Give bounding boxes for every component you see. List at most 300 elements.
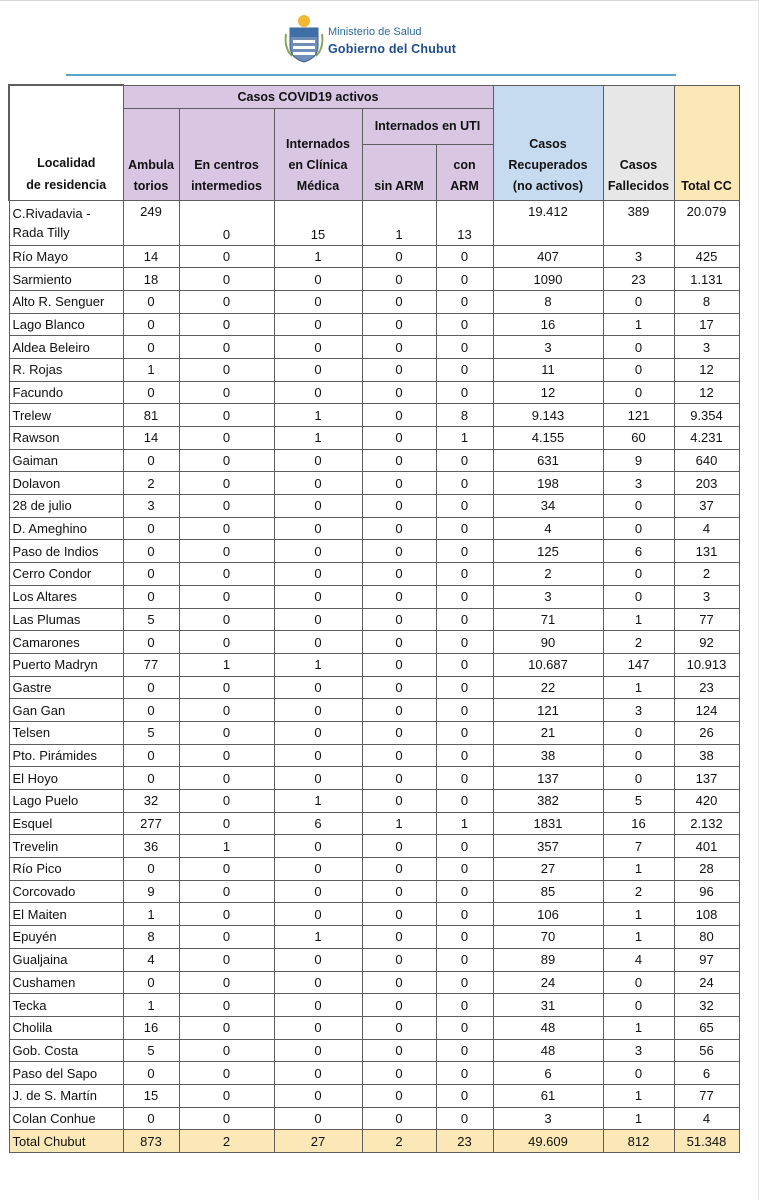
cell-total: 77 xyxy=(674,608,739,631)
cell-localidad: Río Mayo xyxy=(9,245,123,268)
cell-recuperados: 22 xyxy=(493,676,603,699)
cell-localidad: Cerro Condor xyxy=(9,563,123,586)
cell-conarm: 0 xyxy=(436,948,493,971)
cell-fallecidos: 0 xyxy=(603,381,674,404)
cell-centros: 0 xyxy=(179,427,274,450)
cell-fallecidos: 1 xyxy=(603,1107,674,1130)
cell-localidad: Paso del Sapo xyxy=(9,1062,123,1085)
cell-localidad xyxy=(9,200,123,245)
cell-ambulatorios: 277 xyxy=(123,812,179,835)
cell-fallecidos: 7 xyxy=(603,835,674,858)
cell-fallecidos: 1 xyxy=(603,903,674,926)
table-row xyxy=(9,517,739,540)
cell-conarm: 0 xyxy=(436,744,493,767)
cell-conarm: 0 xyxy=(436,721,493,744)
col-fallec-label-2: Fallecidos xyxy=(607,178,670,193)
cell-ambulatorios: 0 xyxy=(123,699,179,722)
cell-ambulatorios: 14 xyxy=(123,245,179,268)
cell-ambulatorios: 36 xyxy=(123,835,179,858)
total-cell-total: 51.348 xyxy=(674,1130,739,1153)
cell-total: 38 xyxy=(674,744,739,767)
cell-clinica: 0 xyxy=(274,721,362,744)
cell-recuperados: 27 xyxy=(493,858,603,881)
cell-centros: 0 xyxy=(179,790,274,813)
cell-conarm: 0 xyxy=(436,631,493,654)
cell-ambulatorios: 9 xyxy=(123,880,179,903)
table-row xyxy=(9,699,739,722)
cell-recuperados: 1831 xyxy=(493,812,603,835)
cell-recuperados: 106 xyxy=(493,903,603,926)
cell-centros: 0 xyxy=(179,721,274,744)
cell-total: 17 xyxy=(674,313,739,336)
table-row xyxy=(9,1062,739,1085)
cell-localidad: Trevelin xyxy=(9,835,123,858)
cell-recuperados: 24 xyxy=(493,971,603,994)
table-row xyxy=(9,721,739,744)
cell-localidad: Gan Gan xyxy=(9,699,123,722)
table-row xyxy=(9,812,739,835)
cell-sinarm: 0 xyxy=(362,880,436,903)
cell-localidad: 28 de julio xyxy=(9,495,123,518)
cell-total: 32 xyxy=(674,994,739,1017)
cell-recuperados: 9.143 xyxy=(493,404,603,427)
table-row xyxy=(9,1039,739,1062)
cell-recuperados: 16 xyxy=(493,313,603,336)
cell-clinica: 0 xyxy=(274,336,362,359)
cell-localidad: Esquel xyxy=(9,812,123,835)
cell-clinica: 0 xyxy=(274,971,362,994)
cell-recuperados: 61 xyxy=(493,1084,603,1107)
cell-localidad: Gaiman xyxy=(9,449,123,472)
page-header xyxy=(0,12,759,72)
total-cell-sinarm: 2 xyxy=(362,1130,436,1153)
cell-clinica: 1 xyxy=(274,427,362,450)
cell-total: 6 xyxy=(674,1062,739,1085)
cell-fallecidos: 1 xyxy=(603,1084,674,1107)
cell-fallecidos: 3 xyxy=(603,699,674,722)
cell-fallecidos: 121 xyxy=(603,404,674,427)
cell-ambulatorios: 81 xyxy=(123,404,179,427)
cell-total: 137 xyxy=(674,767,739,790)
cell-localidad: Cushamen xyxy=(9,971,123,994)
cell-ambulatorios: 4 xyxy=(123,948,179,971)
cell-recuperados: 407 xyxy=(493,245,603,268)
cell-sinarm: 0 xyxy=(362,1084,436,1107)
cell-clinica: 0 xyxy=(274,903,362,926)
cell-centros: 0 xyxy=(179,812,274,835)
cell-conarm: 0 xyxy=(436,495,493,518)
col-clinica-header xyxy=(274,108,362,200)
cell-clinica: 0 xyxy=(274,1084,362,1107)
cell-ambulatorios: 5 xyxy=(123,721,179,744)
cell-localidad: Camarones xyxy=(9,631,123,654)
cell-sinarm: 0 xyxy=(362,585,436,608)
cell-sinarm: 0 xyxy=(362,290,436,313)
cell-clinica: 1 xyxy=(274,245,362,268)
cell-recuperados: 631 xyxy=(493,449,603,472)
cell-sinarm: 0 xyxy=(362,653,436,676)
cell-sinarm: 0 xyxy=(362,336,436,359)
cell-fallecidos: 4 xyxy=(603,948,674,971)
cell-total: 425 xyxy=(674,245,739,268)
cell-total: 420 xyxy=(674,790,739,813)
cell-recuperados: 121 xyxy=(493,699,603,722)
cell-ambulatorios: 0 xyxy=(123,767,179,790)
cell-centros: 0 xyxy=(179,449,274,472)
cell-sinarm: 0 xyxy=(362,358,436,381)
table-body xyxy=(9,200,739,1153)
cell-clinica: 0 xyxy=(274,381,362,404)
cell-ambulatorios: 0 xyxy=(123,1107,179,1130)
cell-recuperados: 31 xyxy=(493,994,603,1017)
cell-total: 3 xyxy=(674,585,739,608)
cell-clinica: 0 xyxy=(274,517,362,540)
cell-conarm: 0 xyxy=(436,381,493,404)
cell-total: 8 xyxy=(674,290,739,313)
total-cell-centros: 2 xyxy=(179,1130,274,1153)
cell-conarm: 0 xyxy=(436,563,493,586)
table-row xyxy=(9,358,739,381)
table-row xyxy=(9,744,739,767)
cell-localidad: Aldea Beleiro xyxy=(9,336,123,359)
cell-recuperados: 357 xyxy=(493,835,603,858)
cell-ambulatorios: 0 xyxy=(123,540,179,563)
col-centros-label-2: intermedios xyxy=(191,178,262,193)
cell-fallecidos: 0 xyxy=(603,721,674,744)
cell-total: 124 xyxy=(674,699,739,722)
cell-sinarm: 0 xyxy=(362,563,436,586)
cell-fallecidos: 1 xyxy=(603,858,674,881)
cell-total: 131 xyxy=(674,540,739,563)
cell-recuperados: 19.412 xyxy=(493,200,603,245)
cell-total: 65 xyxy=(674,1016,739,1039)
cell-recuperados: 3 xyxy=(493,585,603,608)
cell-conarm: 0 xyxy=(436,653,493,676)
cell-sinarm: 0 xyxy=(362,245,436,268)
cell-recuperados: 137 xyxy=(493,767,603,790)
cell-clinica: 0 xyxy=(274,1062,362,1085)
cell-fallecidos: 2 xyxy=(603,631,674,654)
table-row xyxy=(9,608,739,631)
cell-recuperados: 48 xyxy=(493,1039,603,1062)
table-row xyxy=(9,903,739,926)
cell-recuperados: 125 xyxy=(493,540,603,563)
cell-total: 108 xyxy=(674,903,739,926)
cell-localidad: Trelew xyxy=(9,404,123,427)
cell-centros: 0 xyxy=(179,699,274,722)
cell-centros: 0 xyxy=(179,336,274,359)
cell-conarm: 0 xyxy=(436,1107,493,1130)
cell-localidad: Pto. Pirámides xyxy=(9,744,123,767)
cell-total: 12 xyxy=(674,358,739,381)
cell-recuperados: 34 xyxy=(493,495,603,518)
cell-sinarm: 0 xyxy=(362,699,436,722)
col-ambula-label-2: torios xyxy=(133,178,169,193)
cell-localidad: Rawson xyxy=(9,427,123,450)
cell-sinarm: 0 xyxy=(362,676,436,699)
cell-clinica: 0 xyxy=(274,835,362,858)
table-row xyxy=(9,313,739,336)
cell-clinica: 15 xyxy=(274,200,362,245)
cell-recuperados: 4.155 xyxy=(493,427,603,450)
cell-sinarm: 0 xyxy=(362,404,436,427)
cell-clinica: 0 xyxy=(274,449,362,472)
cell-localidad: R. Rojas xyxy=(9,358,123,381)
cell-fallecidos: 60 xyxy=(603,427,674,450)
cell-total: 56 xyxy=(674,1039,739,1062)
cell-localidad: Las Plumas xyxy=(9,608,123,631)
col-clinica-label-1: Internados xyxy=(286,136,350,151)
table-row xyxy=(9,290,739,313)
table-row xyxy=(9,1084,739,1107)
cell-centros: 1 xyxy=(179,653,274,676)
ministry-name: Ministerio de Salud xyxy=(328,26,422,38)
col-localidad-label-1: Localidad xyxy=(37,155,96,170)
cell-sinarm: 0 xyxy=(362,495,436,518)
table-row-total xyxy=(9,1130,739,1153)
cell-sinarm: 0 xyxy=(362,1062,436,1085)
cell-recuperados: 71 xyxy=(493,608,603,631)
cell-total: 23 xyxy=(674,676,739,699)
table-row xyxy=(9,926,739,949)
cell-localidad: El Maiten xyxy=(9,903,123,926)
cell-fallecidos: 147 xyxy=(603,653,674,676)
group-active-header: Casos COVID19 activos xyxy=(123,85,493,108)
cell-clinica: 0 xyxy=(274,631,362,654)
cell-centros: 0 xyxy=(179,676,274,699)
cell-localidad: Telsen xyxy=(9,721,123,744)
cell-centros: 0 xyxy=(179,1107,274,1130)
cell-clinica: 0 xyxy=(274,948,362,971)
table-row xyxy=(9,835,739,858)
top-border xyxy=(0,0,759,1)
cell-total: 640 xyxy=(674,449,739,472)
cell-centros: 0 xyxy=(179,245,274,268)
cell-ambulatorios: 3 xyxy=(123,495,179,518)
cell-total: 96 xyxy=(674,880,739,903)
cell-sinarm: 0 xyxy=(362,313,436,336)
cell-ambulatorios: 0 xyxy=(123,631,179,654)
cell-recuperados: 198 xyxy=(493,472,603,495)
cell-conarm: 0 xyxy=(436,585,493,608)
cell-sinarm: 1 xyxy=(362,200,436,245)
cell-fallecidos: 0 xyxy=(603,994,674,1017)
cell-localidad: Lago Puelo xyxy=(9,790,123,813)
cell-localidad: Gob. Costa xyxy=(9,1039,123,1062)
cell-conarm: 0 xyxy=(436,858,493,881)
cell-ambulatorios: 0 xyxy=(123,449,179,472)
cell-sinarm: 0 xyxy=(362,721,436,744)
cell-clinica: 0 xyxy=(274,1039,362,1062)
cell-total: 77 xyxy=(674,1084,739,1107)
cell-total: 3 xyxy=(674,336,739,359)
cell-localidad: Colan Conhue xyxy=(9,1107,123,1130)
cell-fallecidos: 16 xyxy=(603,812,674,835)
cell-sinarm: 1 xyxy=(362,812,436,835)
cell-ambulatorios: 0 xyxy=(123,313,179,336)
table-row-first xyxy=(9,200,739,245)
cell-fallecidos: 0 xyxy=(603,495,674,518)
cell-fallecidos: 0 xyxy=(603,358,674,381)
cell-localidad: Río Pico xyxy=(9,858,123,881)
cell-total: 401 xyxy=(674,835,739,858)
cell-ambulatorios: 0 xyxy=(123,858,179,881)
cell-ambulatorios: 0 xyxy=(123,1062,179,1085)
cell-localidad: Lago Blanco xyxy=(9,313,123,336)
cell-centros: 0 xyxy=(179,495,274,518)
cell-clinica: 0 xyxy=(274,858,362,881)
cell-total: 24 xyxy=(674,971,739,994)
cell-clinica: 0 xyxy=(274,290,362,313)
col-recup-label-2: Recuperados xyxy=(508,157,588,172)
cell-sinarm: 0 xyxy=(362,472,436,495)
cell-fallecidos: 1 xyxy=(603,926,674,949)
cell-centros: 1 xyxy=(179,835,274,858)
cell-ambulatorios: 0 xyxy=(123,744,179,767)
cell-clinica: 0 xyxy=(274,472,362,495)
col-centros-header xyxy=(179,108,274,200)
cell-conarm: 0 xyxy=(436,245,493,268)
cell-ambulatorios: 18 xyxy=(123,268,179,291)
cell-localidad: Gualjaina xyxy=(9,948,123,971)
cell-ambulatorios: 1 xyxy=(123,358,179,381)
cell-centros: 0 xyxy=(179,313,274,336)
cell-sinarm: 0 xyxy=(362,767,436,790)
col-ambulatorios-header xyxy=(123,108,179,200)
cell-conarm: 0 xyxy=(436,449,493,472)
table-row xyxy=(9,994,739,1017)
cell-centros: 0 xyxy=(179,563,274,586)
cell-conarm: 1 xyxy=(436,427,493,450)
cell-centros: 0 xyxy=(179,971,274,994)
cell-ambulatorios: 0 xyxy=(123,290,179,313)
cell-localidad: Alto R. Senguer xyxy=(9,290,123,313)
cell-localidad: Paso de Indios xyxy=(9,540,123,563)
cell-fallecidos: 0 xyxy=(603,517,674,540)
cell-ambulatorios: 0 xyxy=(123,381,179,404)
cell-recuperados: 11 xyxy=(493,358,603,381)
cell-total: 26 xyxy=(674,721,739,744)
table-row xyxy=(9,336,739,359)
cell-recuperados: 48 xyxy=(493,1016,603,1039)
cell-centros: 0 xyxy=(179,1039,274,1062)
cell-clinica: 1 xyxy=(274,790,362,813)
cell-ambulatorios: 0 xyxy=(123,336,179,359)
cell-clinica: 0 xyxy=(274,699,362,722)
cell-localidad: Dolavon xyxy=(9,472,123,495)
cell-clinica: 0 xyxy=(274,744,362,767)
cell-ambulatorios: 0 xyxy=(123,971,179,994)
cell-conarm: 0 xyxy=(436,608,493,631)
cell-conarm: 0 xyxy=(436,1084,493,1107)
cell-centros: 0 xyxy=(179,880,274,903)
cell-ambulatorios: 0 xyxy=(123,676,179,699)
cell-clinica: 0 xyxy=(274,1016,362,1039)
total-cell-recuperados: 49.609 xyxy=(493,1130,603,1153)
cell-ambulatorios: 8 xyxy=(123,926,179,949)
cell-centros: 0 xyxy=(179,926,274,949)
cell-clinica: 0 xyxy=(274,313,362,336)
cell-ambulatorios: 77 xyxy=(123,653,179,676)
cell-total: 203 xyxy=(674,472,739,495)
cell-recuperados: 382 xyxy=(493,790,603,813)
col-recup-label-1: Casos xyxy=(529,136,567,151)
cell-fallecidos: 0 xyxy=(603,563,674,586)
table-row xyxy=(9,858,739,881)
cell-clinica: 1 xyxy=(274,404,362,427)
table-row xyxy=(9,245,739,268)
total-cell-ambulatorios: 873 xyxy=(123,1130,179,1153)
cell-total: 97 xyxy=(674,948,739,971)
cell-centros: 0 xyxy=(179,381,274,404)
cell-fallecidos: 3 xyxy=(603,472,674,495)
cell-fallecidos: 389 xyxy=(603,200,674,245)
col-localidad-label-2: de residencia xyxy=(26,177,107,192)
col-conarm-label-2: ARM xyxy=(450,178,479,193)
cell-ambulatorios: 2 xyxy=(123,472,179,495)
cell-sinarm: 0 xyxy=(362,948,436,971)
cell-recuperados: 2 xyxy=(493,563,603,586)
table-row xyxy=(9,676,739,699)
cell-ambulatorios: 0 xyxy=(123,585,179,608)
cell-ambulatorios: 249 xyxy=(123,200,179,245)
table-row xyxy=(9,563,739,586)
cell-ambulatorios: 14 xyxy=(123,427,179,450)
cell-conarm: 0 xyxy=(436,358,493,381)
cell-centros: 0 xyxy=(179,540,274,563)
cell-clinica: 0 xyxy=(274,608,362,631)
cell-fallecidos: 0 xyxy=(603,1062,674,1085)
cell-recuperados: 1090 xyxy=(493,268,603,291)
cell-centros: 0 xyxy=(179,1084,274,1107)
col-clinica-label-2: en Clínica xyxy=(288,157,348,172)
cell-sinarm: 0 xyxy=(362,971,436,994)
cell-centros: 0 xyxy=(179,948,274,971)
cell-centros: 0 xyxy=(179,1016,274,1039)
cell-fallecidos: 0 xyxy=(603,767,674,790)
cell-conarm: 0 xyxy=(436,835,493,858)
cell-clinica: 0 xyxy=(274,585,362,608)
cell-total: 4 xyxy=(674,1107,739,1130)
chubut-coat-of-arms-icon xyxy=(284,14,324,64)
cell-conarm: 0 xyxy=(436,336,493,359)
table-row xyxy=(9,1016,739,1039)
cell-fallecidos: 1 xyxy=(603,1016,674,1039)
cell-total: 92 xyxy=(674,631,739,654)
cell-conarm: 0 xyxy=(436,517,493,540)
cell-localidad: Puerto Madryn xyxy=(9,653,123,676)
col-clinica-label-3: Médica xyxy=(296,178,340,193)
cell-sinarm: 0 xyxy=(362,1016,436,1039)
cell-recuperados: 12 xyxy=(493,381,603,404)
government-name: Gobierno del Chubut xyxy=(328,42,457,56)
cell-total: 28 xyxy=(674,858,739,881)
cell-clinica: 0 xyxy=(274,495,362,518)
cell-conarm: 0 xyxy=(436,1016,493,1039)
cell-total: 12 xyxy=(674,381,739,404)
cell-fallecidos: 1 xyxy=(603,676,674,699)
loc-line-1: C.Rivadavia - xyxy=(12,205,91,221)
col-conarm-header xyxy=(436,144,493,200)
table-row xyxy=(9,381,739,404)
cell-conarm: 0 xyxy=(436,699,493,722)
cell-localidad: J. de S. Martín xyxy=(9,1084,123,1107)
cell-recuperados: 6 xyxy=(493,1062,603,1085)
table-row xyxy=(9,268,739,291)
cell-sinarm: 0 xyxy=(362,608,436,631)
table-row xyxy=(9,1107,739,1130)
cell-fallecidos: 6 xyxy=(603,540,674,563)
